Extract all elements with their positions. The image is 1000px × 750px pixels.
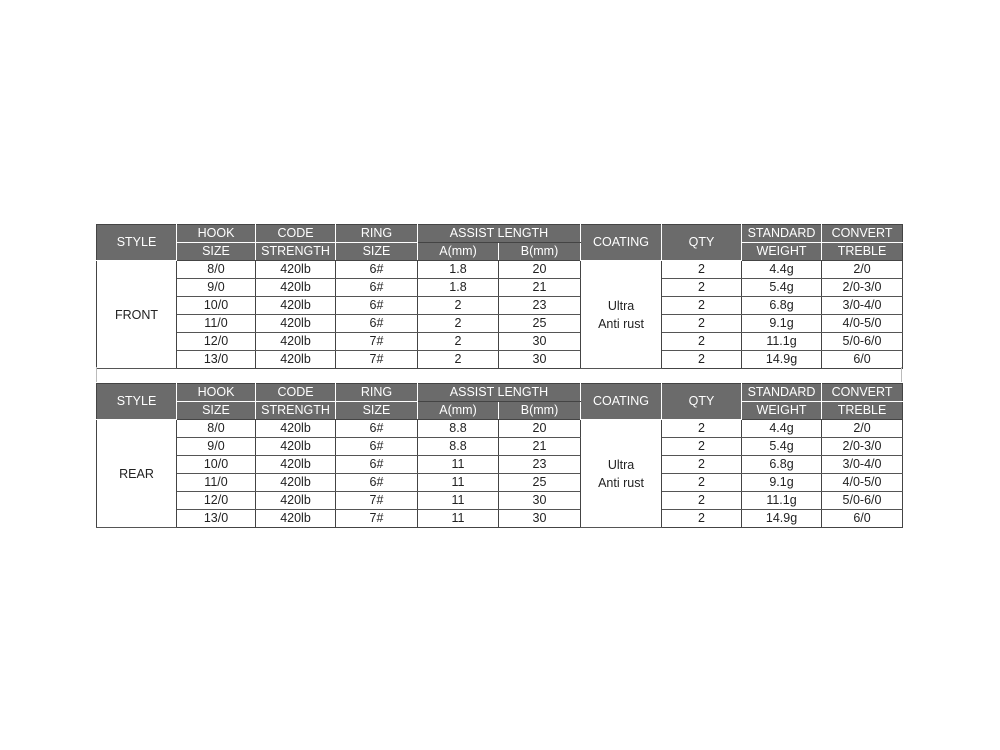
table-row [97, 351, 903, 369]
qty-cell: 2 [662, 297, 742, 315]
assist-a-cell: 11 [418, 474, 499, 492]
assist-b-cell: 30 [499, 333, 581, 351]
treble-cell: 6/0 [822, 351, 903, 369]
header-code: CODE [256, 225, 336, 243]
treble-cell: 4/0-5/0 [822, 315, 903, 333]
assist-b-cell: 25 [499, 474, 581, 492]
table-row [97, 261, 903, 279]
table-row [97, 333, 903, 351]
weight-cell: 11.1g [742, 333, 822, 351]
hook-size-cell: 11/0 [177, 474, 256, 492]
qty-cell: 2 [662, 261, 742, 279]
header-convert: CONVERT [822, 384, 903, 402]
table-row [97, 438, 903, 456]
ring-size-cell: 6# [336, 456, 418, 474]
strength-cell: 420lb [256, 420, 336, 438]
treble-cell: 4/0-5/0 [822, 474, 903, 492]
hook-size-cell: 10/0 [177, 456, 256, 474]
treble-cell: 2/0-3/0 [822, 279, 903, 297]
table-row [97, 297, 903, 315]
header-treble: TREBLE [822, 243, 903, 261]
rear-spec-table [96, 383, 903, 528]
header-coating: COATING [581, 225, 662, 261]
header-treble: TREBLE [822, 402, 903, 420]
header-convert: CONVERT [822, 225, 903, 243]
treble-cell: 2/0 [822, 261, 903, 279]
qty-cell: 2 [662, 420, 742, 438]
hook-size-cell: 9/0 [177, 438, 256, 456]
coating-line-2: Anti rust [598, 316, 644, 331]
qty-cell: 2 [662, 492, 742, 510]
qty-cell: 2 [662, 315, 742, 333]
ring-size-cell: 6# [336, 297, 418, 315]
assist-b-cell: 30 [499, 492, 581, 510]
rear-table-body [97, 384, 903, 528]
qty-cell: 2 [662, 510, 742, 528]
header-a-mm: A(mm) [418, 402, 499, 420]
treble-cell: 6/0 [822, 510, 903, 528]
assist-a-cell: 1.8 [418, 261, 499, 279]
strength-cell: 420lb [256, 438, 336, 456]
ring-size-cell: 6# [336, 420, 418, 438]
table-row [97, 474, 903, 492]
assist-b-cell: 30 [499, 351, 581, 369]
strength-cell: 420lb [256, 351, 336, 369]
hook-size-cell: 8/0 [177, 261, 256, 279]
header-standard: STANDARD [742, 384, 822, 402]
coating-line-2: Anti rust [598, 475, 644, 490]
treble-cell: 2/0 [822, 420, 903, 438]
assist-b-cell: 20 [499, 420, 581, 438]
table-row [97, 279, 903, 297]
front-spec-table [96, 224, 903, 369]
treble-cell: 3/0-4/0 [822, 297, 903, 315]
header-strength: STRENGTH [256, 402, 336, 420]
header-hook: HOOK [177, 225, 256, 243]
weight-cell: 9.1g [742, 315, 822, 333]
strength-cell: 420lb [256, 261, 336, 279]
assist-b-cell: 23 [499, 456, 581, 474]
header-b-mm: B(mm) [499, 402, 581, 420]
ring-size-cell: 7# [336, 492, 418, 510]
header-row-1 [97, 384, 903, 402]
header-ring-size: SIZE [336, 402, 418, 420]
qty-cell: 2 [662, 474, 742, 492]
table-row [97, 456, 903, 474]
assist-a-cell: 2 [418, 333, 499, 351]
header-b-mm: B(mm) [499, 243, 581, 261]
assist-b-cell: 23 [499, 297, 581, 315]
assist-b-cell: 30 [499, 510, 581, 528]
table-row [97, 420, 903, 438]
assist-b-cell: 20 [499, 261, 581, 279]
header-row-2 [97, 402, 903, 420]
header-qty: QTY [662, 225, 742, 261]
header-style: STYLE [97, 384, 177, 420]
ring-size-cell: 7# [336, 351, 418, 369]
assist-b-cell: 25 [499, 315, 581, 333]
hook-size-cell: 8/0 [177, 420, 256, 438]
hook-size-cell: 13/0 [177, 351, 256, 369]
ring-size-cell: 6# [336, 279, 418, 297]
ring-size-cell: 7# [336, 333, 418, 351]
header-strength: STRENGTH [256, 243, 336, 261]
coating-line-1: Ultra [607, 457, 635, 472]
assist-a-cell: 11 [418, 510, 499, 528]
assist-a-cell: 11 [418, 492, 499, 510]
qty-cell: 2 [662, 351, 742, 369]
treble-cell: 2/0-3/0 [822, 438, 903, 456]
header-weight: WEIGHT [742, 243, 822, 261]
weight-cell: 11.1g [742, 492, 822, 510]
header-hook: HOOK [177, 384, 256, 402]
hook-size-cell: 9/0 [177, 279, 256, 297]
coating-cell [581, 261, 662, 369]
weight-cell: 5.4g [742, 279, 822, 297]
assist-b-cell: 21 [499, 279, 581, 297]
style-cell: REAR [97, 420, 177, 528]
assist-b-cell: 21 [499, 438, 581, 456]
strength-cell: 420lb [256, 279, 336, 297]
treble-cell: 5/0-6/0 [822, 333, 903, 351]
ring-size-cell: 6# [336, 438, 418, 456]
qty-cell: 2 [662, 438, 742, 456]
treble-cell: 3/0-4/0 [822, 456, 903, 474]
strength-cell: 420lb [256, 333, 336, 351]
treble-cell: 5/0-6/0 [822, 492, 903, 510]
header-weight: WEIGHT [742, 402, 822, 420]
table-row [97, 315, 903, 333]
qty-cell: 2 [662, 456, 742, 474]
ring-size-cell: 7# [336, 510, 418, 528]
coating-line-1: Ultra [607, 298, 635, 313]
hook-size-cell: 10/0 [177, 297, 256, 315]
header-code: CODE [256, 384, 336, 402]
hook-size-cell: 13/0 [177, 510, 256, 528]
weight-cell: 4.4g [742, 420, 822, 438]
qty-cell: 2 [662, 333, 742, 351]
front-table-body [97, 225, 903, 369]
header-row-2 [97, 243, 903, 261]
header-standard: STANDARD [742, 225, 822, 243]
ring-size-cell: 6# [336, 261, 418, 279]
ring-size-cell: 6# [336, 474, 418, 492]
table-row [97, 510, 903, 528]
assist-a-cell: 2 [418, 351, 499, 369]
weight-cell: 5.4g [742, 438, 822, 456]
table-row [97, 492, 903, 510]
hook-size-cell: 12/0 [177, 333, 256, 351]
table-separator [96, 367, 902, 382]
header-size: SIZE [177, 402, 256, 420]
strength-cell: 420lb [256, 456, 336, 474]
weight-cell: 6.8g [742, 297, 822, 315]
header-qty: QTY [662, 384, 742, 420]
header-a-mm: A(mm) [418, 243, 499, 261]
ring-size-cell: 6# [336, 315, 418, 333]
header-ring: RING [336, 384, 418, 402]
strength-cell: 420lb [256, 510, 336, 528]
hook-size-cell: 12/0 [177, 492, 256, 510]
assist-a-cell: 2 [418, 315, 499, 333]
strength-cell: 420lb [256, 297, 336, 315]
header-row-1 [97, 225, 903, 243]
weight-cell: 4.4g [742, 261, 822, 279]
coating-cell [581, 420, 662, 528]
assist-a-cell: 11 [418, 456, 499, 474]
hook-size-cell: 11/0 [177, 315, 256, 333]
weight-cell: 14.9g [742, 351, 822, 369]
strength-cell: 420lb [256, 492, 336, 510]
header-assist-length: ASSIST LENGTH [418, 225, 581, 243]
header-coating: COATING [581, 384, 662, 420]
header-style: STYLE [97, 225, 177, 261]
header-ring-size: SIZE [336, 243, 418, 261]
weight-cell: 14.9g [742, 510, 822, 528]
weight-cell: 9.1g [742, 474, 822, 492]
weight-cell: 6.8g [742, 456, 822, 474]
assist-a-cell: 8.8 [418, 438, 499, 456]
assist-a-cell: 1.8 [418, 279, 499, 297]
assist-a-cell: 8.8 [418, 420, 499, 438]
assist-a-cell: 2 [418, 297, 499, 315]
strength-cell: 420lb [256, 315, 336, 333]
header-assist-length: ASSIST LENGTH [418, 384, 581, 402]
header-ring: RING [336, 225, 418, 243]
header-size: SIZE [177, 243, 256, 261]
strength-cell: 420lb [256, 474, 336, 492]
qty-cell: 2 [662, 279, 742, 297]
style-cell: FRONT [97, 261, 177, 369]
